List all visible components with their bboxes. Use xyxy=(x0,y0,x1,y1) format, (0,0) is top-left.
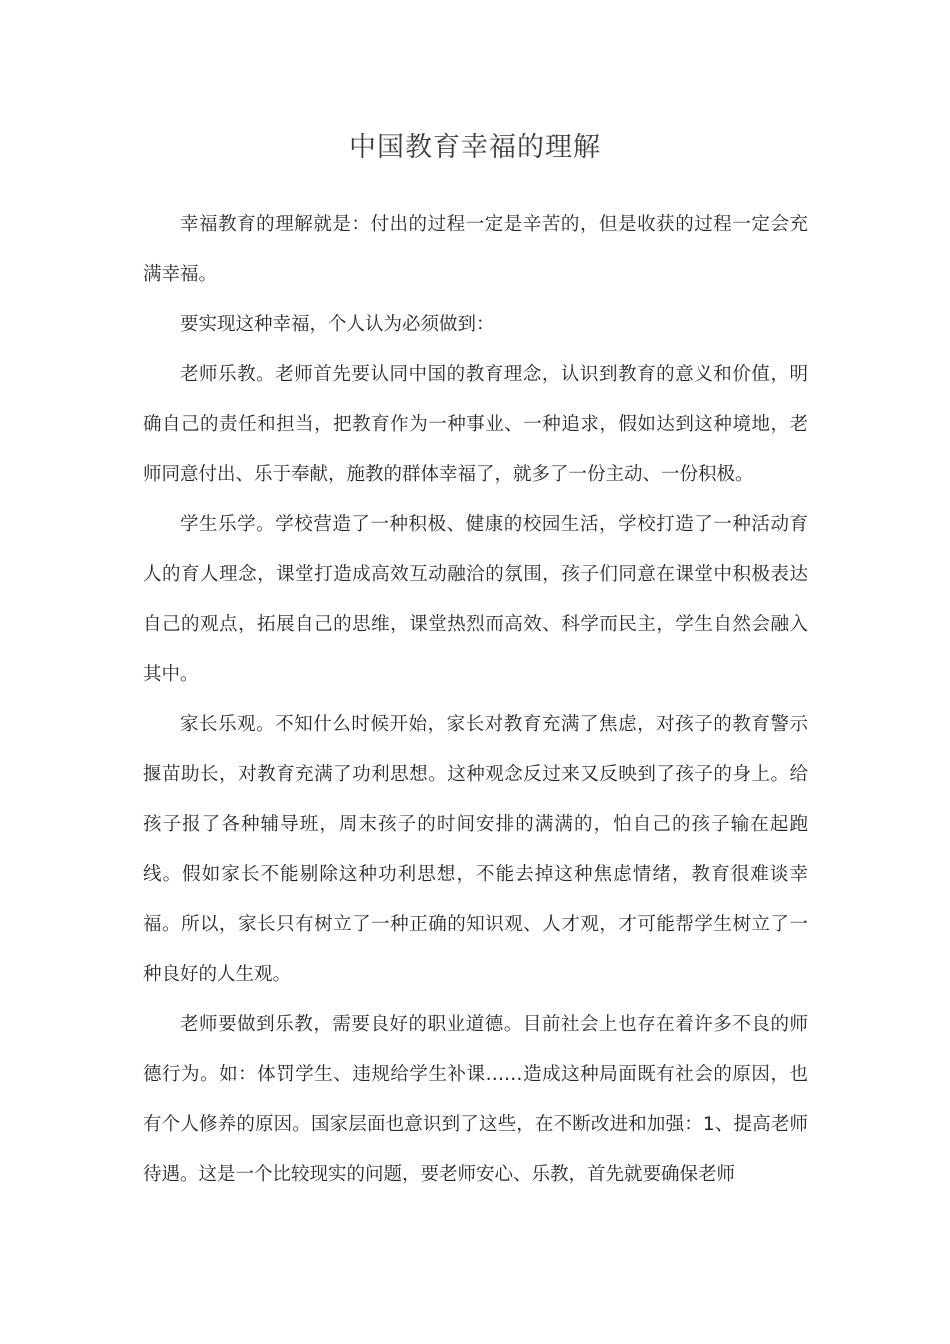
document-title: 中国教育幸福的理解 xyxy=(349,132,601,163)
paragraph-parents-optimistic: 家长乐观。不知什么时候开始，家长对教育充满了焦虑，对孩子的教育警示揠苗助长，对教育充满了功利思想。这种观念反过来又反映到了孩子的身上。给孩子报了各种辅导班，周末孩子的时间安排的满满的，怕自己的孩子输在起跑线。假如家长不能剔除这种功利思想，不能去掉这种焦虑情绪，教育很难谈幸福。所以，家长只有树立了一种正确的知识观、人才观，才可能帮学生树立了一种良好的人生观。 xyxy=(143,714,808,985)
paragraph-requirements-intro: 要实现这种幸福，个人认为必须做到： xyxy=(180,314,495,335)
document-body xyxy=(143,200,808,1200)
paragraph-happiness-definition: 幸福教育的理解就是：付出的过程一定是辛苦的，但是收获的过程一定会充满幸福。 xyxy=(143,214,808,285)
paragraph-students-enjoy-learning: 学生乐学。学校营造了一种积极、健康的校园生活，学校打造了一种活动育人的育人理念，课堂打造成高效互动融洽的氛围，孩子们同意在课堂中积极表达自己的观点，拓展自己的思维，课堂热烈而高效、科学而民主，学生自然会融入其中。 xyxy=(143,514,808,685)
paragraph-teachers-enjoy-teaching: 老师乐教。老师首先要认同中国的教育理念，认识到教育的意义和价值，明确自己的责任和担当，把教育作为一种事业、一种追求，假如达到这种境地，老师同意付出、乐于奉献，施教的群体幸福了，就多了一份主动、一份积极。 xyxy=(143,364,808,485)
paragraph-professional-ethics: 老师要做到乐教，需要良好的职业道德。目前社会上也存在着许多不良的师德行为。如：体罚学生、违规给学生补课……造成这种局面既有社会的原因，也有个人修养的原因。国家层面也意识到了这些，在不断改进和加强：1、提高老师待遇。这是一个比较现实的问题，要老师安心、乐教，首先就要确保老师 xyxy=(143,1014,808,1185)
